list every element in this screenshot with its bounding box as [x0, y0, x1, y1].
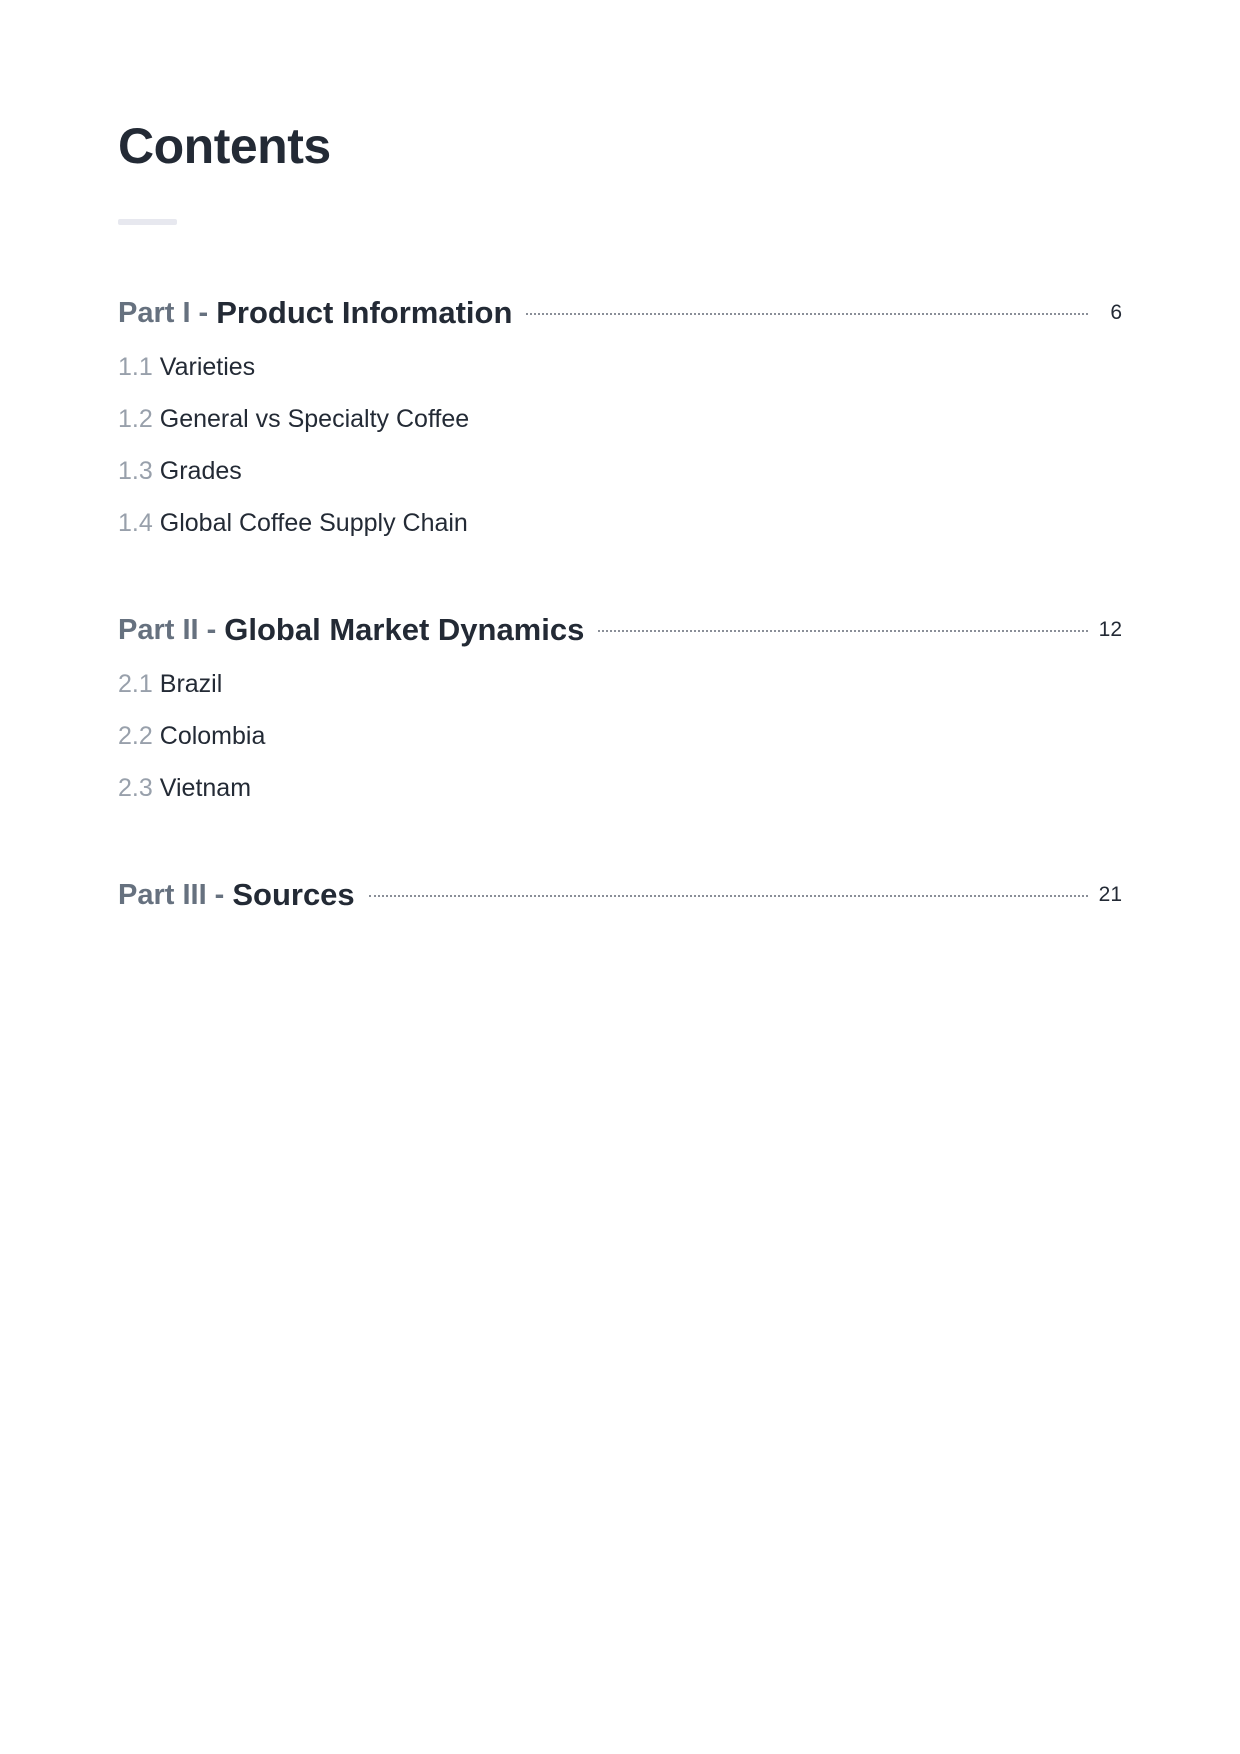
toc-item-1-3[interactable]	[118, 453, 242, 489]
toc-item-1-4[interactable]	[118, 505, 468, 541]
item-number: 2.3	[118, 773, 153, 802]
toc-item-1-1[interactable]	[118, 349, 255, 385]
item-title[interactable]: General vs Specialty Coffee	[159, 404, 470, 433]
toc-item-2-3[interactable]	[118, 770, 251, 806]
toc-part-1[interactable]	[118, 293, 1122, 333]
dot-leader	[526, 313, 1088, 315]
item-title[interactable]: Grades	[159, 456, 242, 485]
item-number: 1.2	[118, 404, 153, 433]
title-underline	[118, 219, 177, 225]
toc-item-2-2[interactable]	[118, 718, 265, 754]
item-number: 2.1	[118, 669, 153, 698]
page-number[interactable]: 12	[1098, 618, 1122, 641]
part-title[interactable]: Sources	[232, 877, 355, 912]
toc-part-3[interactable]	[118, 875, 1122, 915]
toc-part-2[interactable]	[118, 610, 1122, 650]
part-label: Part II	[118, 613, 199, 646]
item-title[interactable]: Varieties	[159, 352, 256, 381]
item-title[interactable]: Vietnam	[159, 773, 252, 802]
part-separator: -	[206, 613, 217, 646]
item-title[interactable]: Brazil	[159, 669, 223, 698]
item-title[interactable]: Colombia	[159, 721, 266, 750]
item-number: 1.3	[118, 456, 153, 485]
page-number[interactable]: 21	[1098, 883, 1122, 906]
page-number[interactable]: 6	[1110, 301, 1122, 324]
part-separator: -	[214, 878, 225, 911]
item-number: 1.1	[118, 352, 153, 381]
item-title[interactable]: Global Coffee Supply Chain	[159, 508, 468, 537]
toc-item-2-1[interactable]	[118, 666, 222, 702]
page-title: Contents	[118, 118, 331, 174]
part-label: Part III	[118, 878, 207, 911]
dot-leader	[598, 630, 1088, 632]
part-separator: -	[198, 296, 209, 329]
part-title[interactable]: Product Information	[216, 295, 513, 330]
part-label: Part I	[118, 296, 191, 329]
item-number: 1.4	[118, 508, 153, 537]
part-title[interactable]: Global Market Dynamics	[224, 612, 585, 647]
toc-item-1-2[interactable]	[118, 401, 469, 437]
item-number: 2.2	[118, 721, 153, 750]
dot-leader	[369, 895, 1088, 897]
